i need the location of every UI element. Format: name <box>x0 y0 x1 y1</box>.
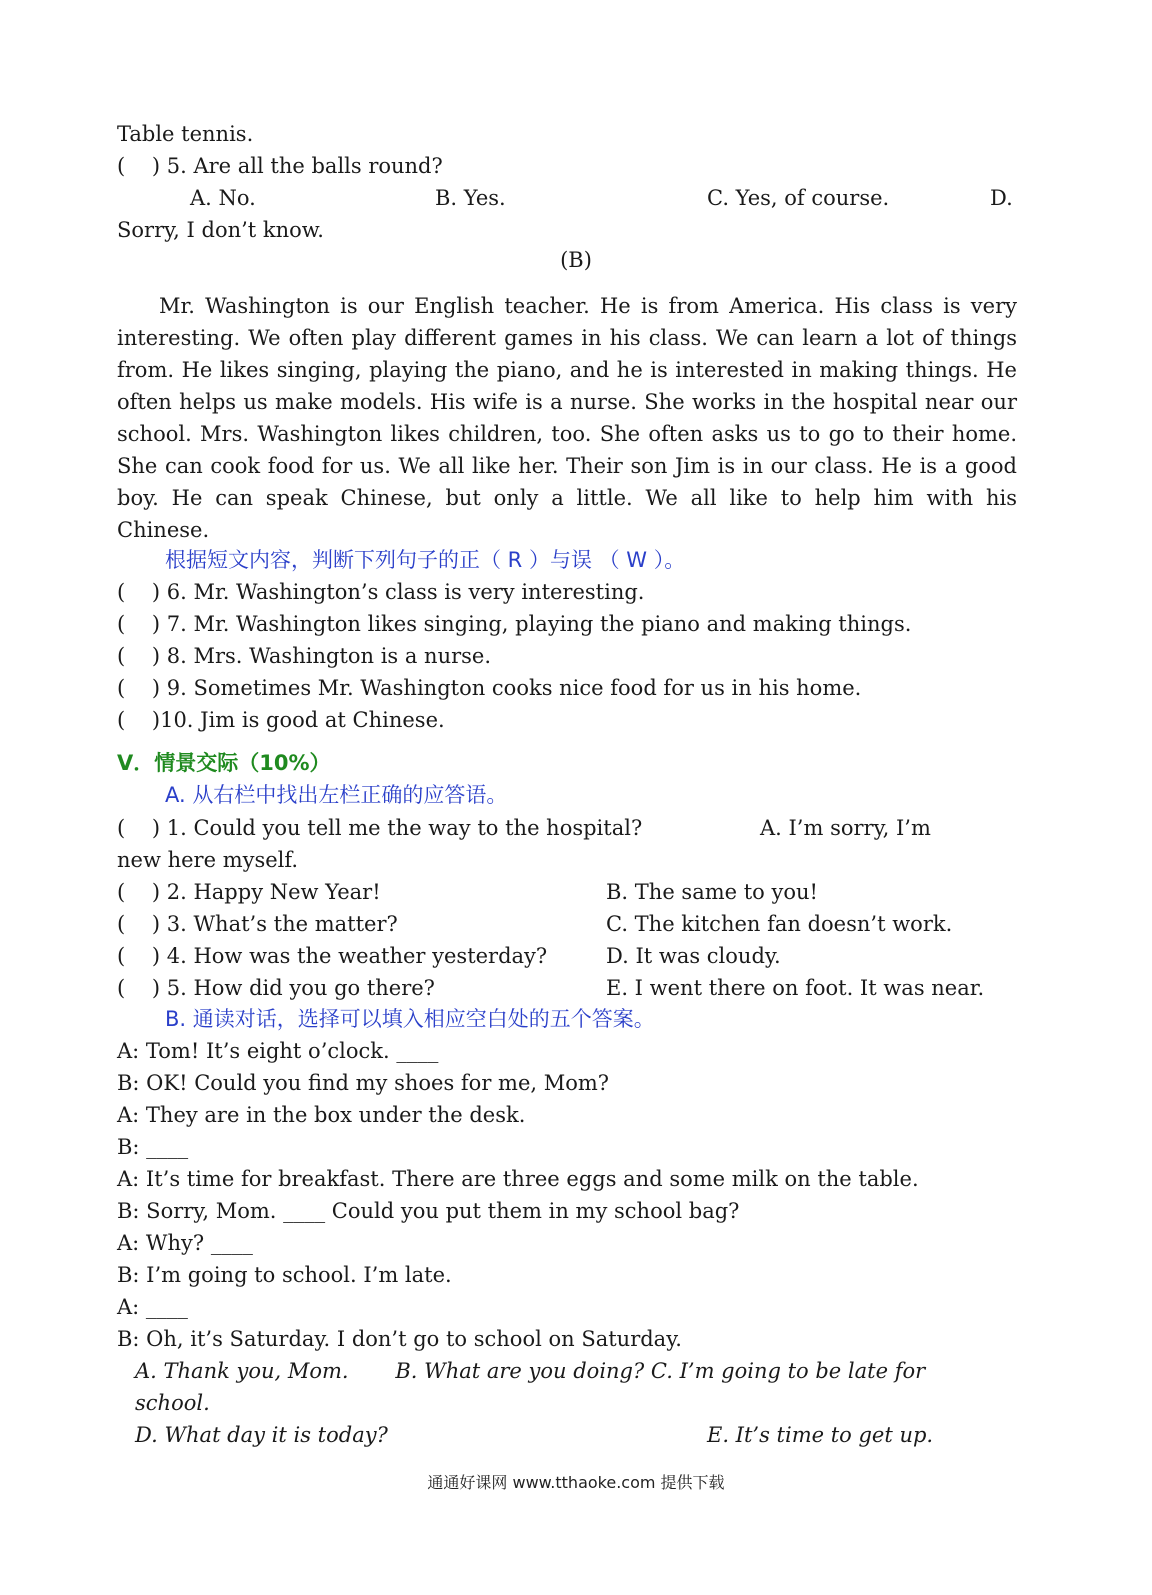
list-item: ( ) 6. Mr. Washington’s class is very interesting. <box>117 580 645 604</box>
dialogue-line: A: ____ <box>117 1295 188 1319</box>
match-question: ( ) 3. What’s the matter? <box>117 912 398 936</box>
dialogue-line: B: I’m going to school. I’m late. <box>117 1263 452 1287</box>
match-answer: D. It was cloudy. <box>606 944 781 968</box>
question-5: ( ) 5. Are all the balls round? <box>117 154 443 178</box>
list-item: ( )10. Jim is good at Chinese. <box>117 708 445 732</box>
section-title: V．情景交际（10%） <box>117 751 331 775</box>
instruction: A. 从右栏中找出左栏正确的应答语。 <box>165 783 508 807</box>
instruction: 根据短文内容，判断下列句子的正（ R ）与误 （ W ）。 <box>165 548 686 572</box>
option-d: D. <box>990 186 1013 210</box>
dialogue-line: B: OK! Could you find my shoes for me, Mom? <box>117 1071 610 1095</box>
answer-options: A. Thank you, Mom. B. What are you doing? C. I’m going to be late for <box>135 1359 926 1383</box>
dialogue-line: B: Oh, it’s Saturday. I don’t go to school on Saturday. <box>117 1327 682 1351</box>
match-question: ( ) 5. How did you go there? <box>117 976 435 1000</box>
dialogue-line: B: Sorry, Mom. ____ Could you put them in my school bag? <box>117 1199 740 1223</box>
dialogue-line: A: They are in the box under the desk. <box>117 1103 526 1127</box>
text-line: Table tennis. <box>117 122 254 146</box>
answer-options: school. <box>135 1391 210 1415</box>
answer-options: E. It’s time to get up. <box>707 1423 934 1447</box>
section-heading: (B) <box>560 248 592 272</box>
match-question: ( ) 4. How was the weather yesterday? <box>117 944 548 968</box>
reading-passage: Mr. Washington is our English teacher. He is from America. His class is very interesting. We often play different games in his class. We can learn a lot of things from. He likes singing, playing the piano, and he is interested in making things. He often helps us make models. His wife is a nurse. She works in the hospital near our school. Mrs. Washington likes children, too. She often asks us to go to their home. She can cook food for us. We all like her. Their son Jim is in our class. He is a good boy. He can speak Chinese, but only a little. We all like to help him with his Chinese. <box>117 294 1017 542</box>
page-footer: 通通好课网 www.tthaoke.com 提供下载 <box>427 1473 725 1492</box>
list-item: ( ) 9. Sometimes Mr. Washington cooks nice food for us in his home. <box>117 676 862 700</box>
list-item: ( ) 8. Mrs. Washington is a nurse. <box>117 644 492 668</box>
match-answer: E. I went there on foot. It was near. <box>606 976 985 1000</box>
dialogue-line: A: It’s time for breakfast. There are three eggs and some milk on the table. <box>117 1167 919 1191</box>
list-item: ( ) 7. Mr. Washington likes singing, playing the piano and making things. <box>117 612 912 636</box>
answer-options: D. What day it is today? <box>135 1423 388 1447</box>
dialogue-line: A: Tom! It’s eight o’clock. ____ <box>117 1039 439 1063</box>
dialogue-line: B: ____ <box>117 1135 189 1159</box>
match-answer: C. The kitchen fan doesn’t work. <box>606 912 953 936</box>
dialogue-line: A: Why? ____ <box>117 1231 253 1255</box>
match-question: ( ) 1. Could you tell me the way to the hospital? <box>117 816 643 840</box>
match-answer: A. I’m sorry, I’m <box>760 816 931 840</box>
match-answer-continued: new here myself. <box>117 848 299 872</box>
option-d-continued: Sorry, I don’t know. <box>117 218 324 242</box>
option-c: C. Yes, of course. <box>707 186 890 210</box>
option-a: A. No. <box>190 186 256 210</box>
match-question: ( ) 2. Happy New Year! <box>117 880 381 904</box>
match-answer: B. The same to you! <box>606 880 818 904</box>
instruction: B. 通读对话，选择可以填入相应空白处的五个答案。 <box>165 1007 655 1031</box>
option-b: B. Yes. <box>435 186 506 210</box>
